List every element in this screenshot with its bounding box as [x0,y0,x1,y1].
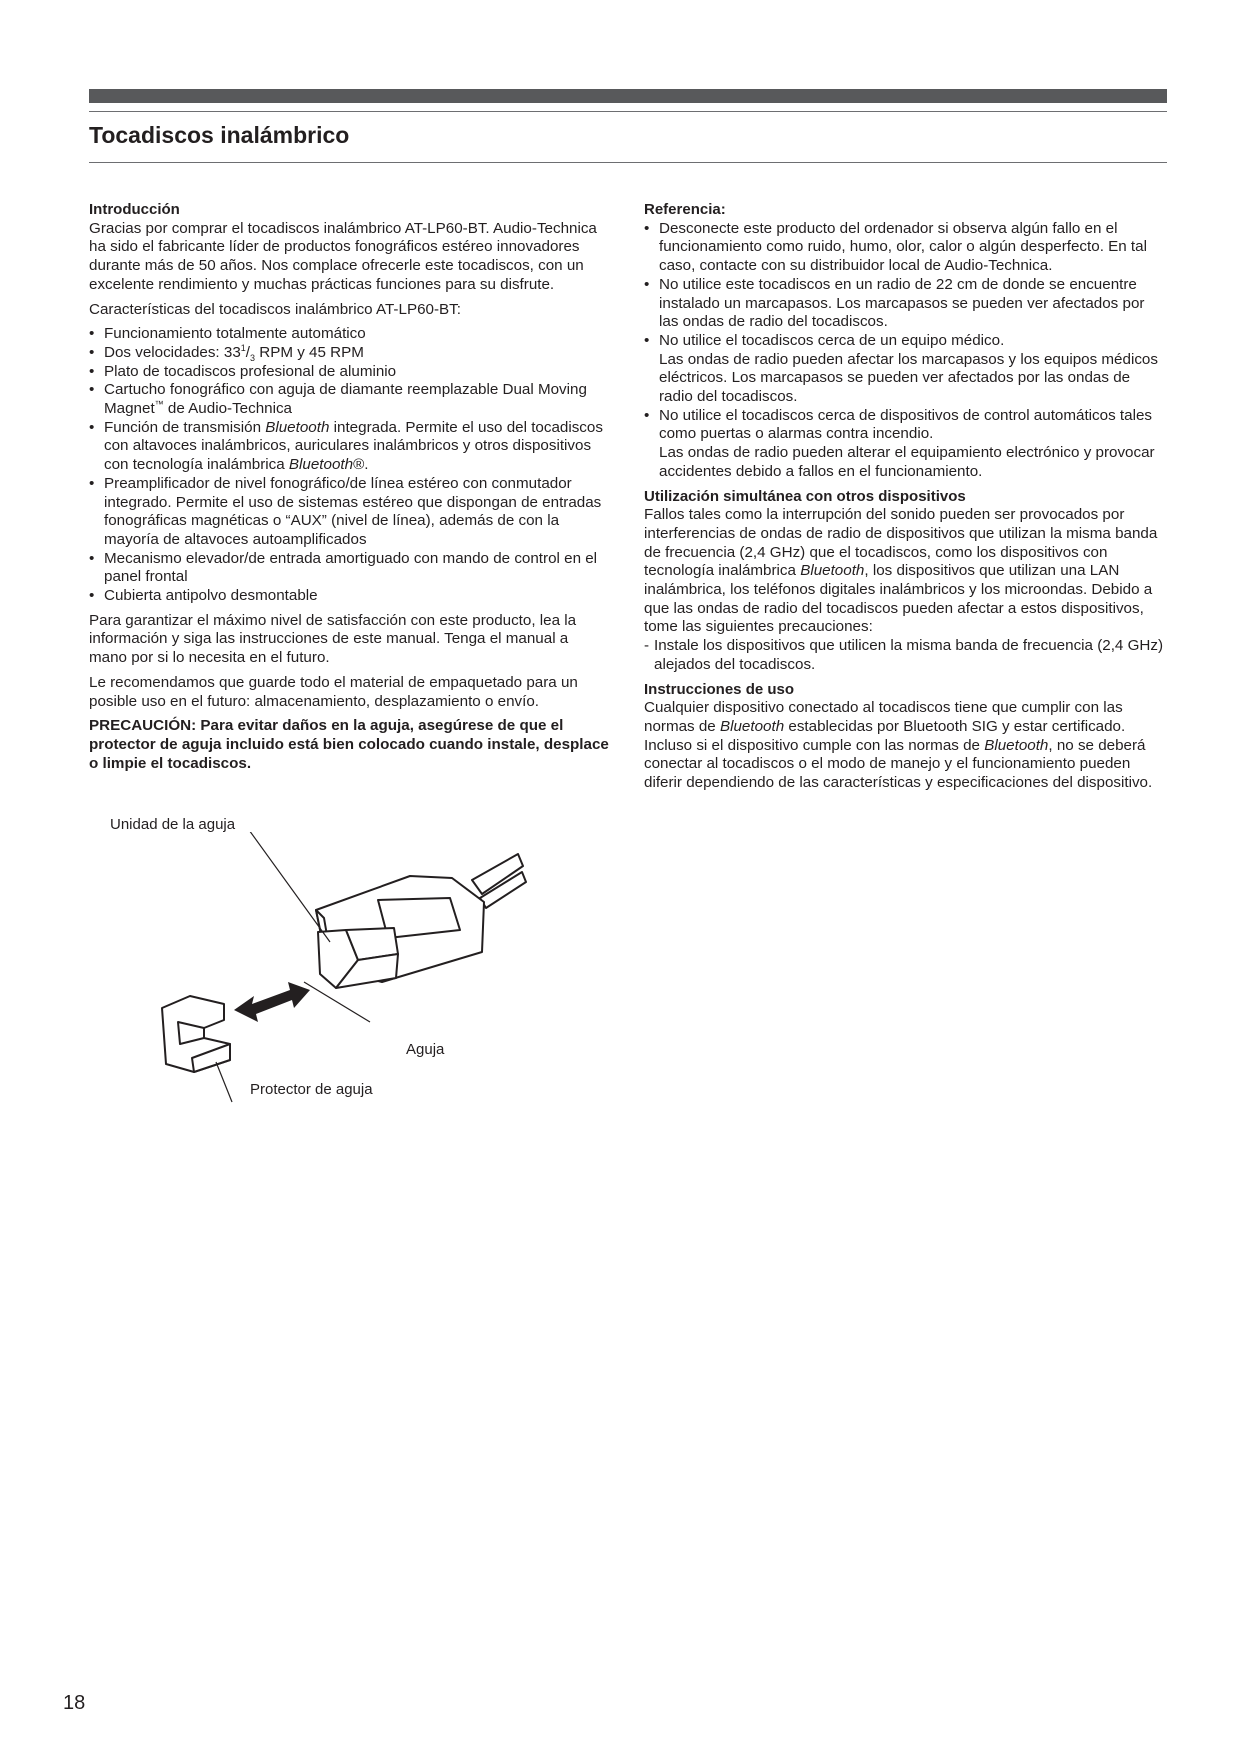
leader-line-unit [236,832,330,942]
list-item: • Preamplificador de nivel fonográfico/de línea estéreo con conmutador integrado. Permite el uso de sistemas estéreo que dispongan de entradas fonográficas magnéticas o “AUX” (nivel de línea), además de con la mayoría de altavoces autoamplificados [89,475,609,550]
left-column [89,201,609,779]
label-needle-protector: Protector de aguja [250,1081,373,1098]
stylus-figure [110,816,580,1112]
page-title: Tocadiscos inalámbrico [89,122,350,148]
satisfaction-text: Para garantizar el máximo nivel de satisfacción con este producto, lea la información y siga las instrucciones de este manual. Tenga el manual a mano por si lo necesita en el futuro. [89,611,577,667]
list-item: • No utilice el tocadiscos cerca de dispositivos de control automáticos tales como puertas o alarmas contra incendio. Las ondas de radio pueden alterar el equipamiento electrónico y provocar accidentes debido a fallos en el funcionamiento. [644,407,1164,482]
simultaneous-text: Fallos tales como la interrupción del sonido pueden ser provocados por interferencias de ondas de radio de dispositivos que utilizan la misma banda de frecuencia (2,4 GHz) que el tocadiscos, como los dispositivos con tecnología inalámbrica Bluetooth, los dispositivos que utilizan una LAN inalámbrica, los teléfonos digitales inalámbricos y los microondas. Debido a que las ondas de radio del tocadiscos pueden afectar a estos dispositivos, tome las siguientes precauciones: [644,506,1158,636]
usage-text-1: Cualquier dispositivo conectado al tocadiscos tiene que cumplir con las normas de Bluetooth establecidas por Bluetooth SIG y estar certificado. [644,699,1126,735]
header-bar [89,89,1167,103]
features-intro: Características del tocadiscos inalámbrico AT-LP60-BT: [89,300,461,318]
list-item: • Mecanismo elevador/de entrada amortiguado con mando de control en el panel frontal [89,550,609,587]
list-item: • Plato de tocadiscos profesional de aluminio [89,363,609,382]
usage-text-2: Incluso si el dispositivo cumple con las normas de Bluetooth, no se deberá conectar al tocadiscos o el modo de manejo y el funcionamiento pueden diferir dependiendo de las características y especificaciones del dispositivo. [644,736,1153,792]
list-item: • No utilice este tocadiscos en un radio de 22 cm de donde se encuentre instalado un marcapasos. Los marcapasos se pueden ver afectados por las ondas de radio del tocadiscos. [644,276,1164,332]
list-item: • No utilice el tocadiscos cerca de un equipo médico. Las ondas de radio pueden afectar los marcapasos y los equipos médicos eléctricos. Los marcapasos se pueden ver afectados por las ondas de radio del tocadiscos. [644,332,1164,407]
usage-heading: Instrucciones de uso [644,680,795,698]
simultaneous-heading: Utilización simultánea con otros dispositivos [644,487,966,505]
label-needle: Aguja [406,1041,445,1058]
reference-list [644,220,1164,482]
header-rule-bottom [89,162,1167,163]
page-number: 18 [63,1692,86,1714]
packaging-text: Le recomendamos que guarde todo el material de empaquetado para un posible uso en el futuro: almacenamiento, desplazamiento o envío. [89,673,578,710]
label-needle-unit: Unidad de la aguja [110,816,236,833]
list-item: • Función de transmisión Bluetooth integrada. Permite el uso del tocadiscos con altavoces inalámbricos, auriculares inalámbricos y otros dispositivos con tecnología inalámbrica Bluetooth®. [89,419,609,475]
list-item: • Cartucho fonográfico con aguja de diamante reemplazable Dual Moving Magnet™ de Audio-Technica [89,381,609,418]
list-item: • Cubierta antipolvo desmontable [89,587,609,606]
features-list [89,325,609,606]
intro-text: Gracias por comprar el tocadiscos inalámbrico AT-LP60-BT. Audio-Technica ha sido el fabricante líder de productos fonográficos estéreo innovadores durante más de 50 años. Nos complace ofrecerle este tocadiscos, con un excelente rendimiento y muchas prácticas funciones para su disfrute. [89,219,597,293]
simultaneous-list [644,637,1164,674]
header-rule-top [89,111,1167,112]
leader-line-guard [216,1062,232,1102]
intro-heading: Introducción [89,201,180,218]
list-item: - Instale los dispositivos que utilicen la misma banda de frecuencia (2,4 GHz) alejados del tocadiscos. [644,637,1164,674]
caution-text: PRECAUCIÓN: Para evitar daños en la aguja, asegúrese de que el protector de aguja incluido está bien colocado cuando instale, desplace o limpie el tocadiscos. [89,717,609,772]
list-item: • Dos velocidades: $33^1/_3$ RPM y 45 RPM [89,344,609,363]
list-item: • Desconecte este producto del ordenador si observa algún fallo en el funcionamiento como ruido, humo, olor, calor o algún desperfecto. En tal caso, contacte con su distribuidor local de Audio-Technica. [644,220,1164,276]
list-item: • Funcionamiento totalmente automático [89,325,609,344]
right-column [644,201,1164,799]
direction-arrow [234,982,310,1022]
reference-heading: Referencia: [644,201,726,218]
stylus-diagram [120,832,580,1112]
